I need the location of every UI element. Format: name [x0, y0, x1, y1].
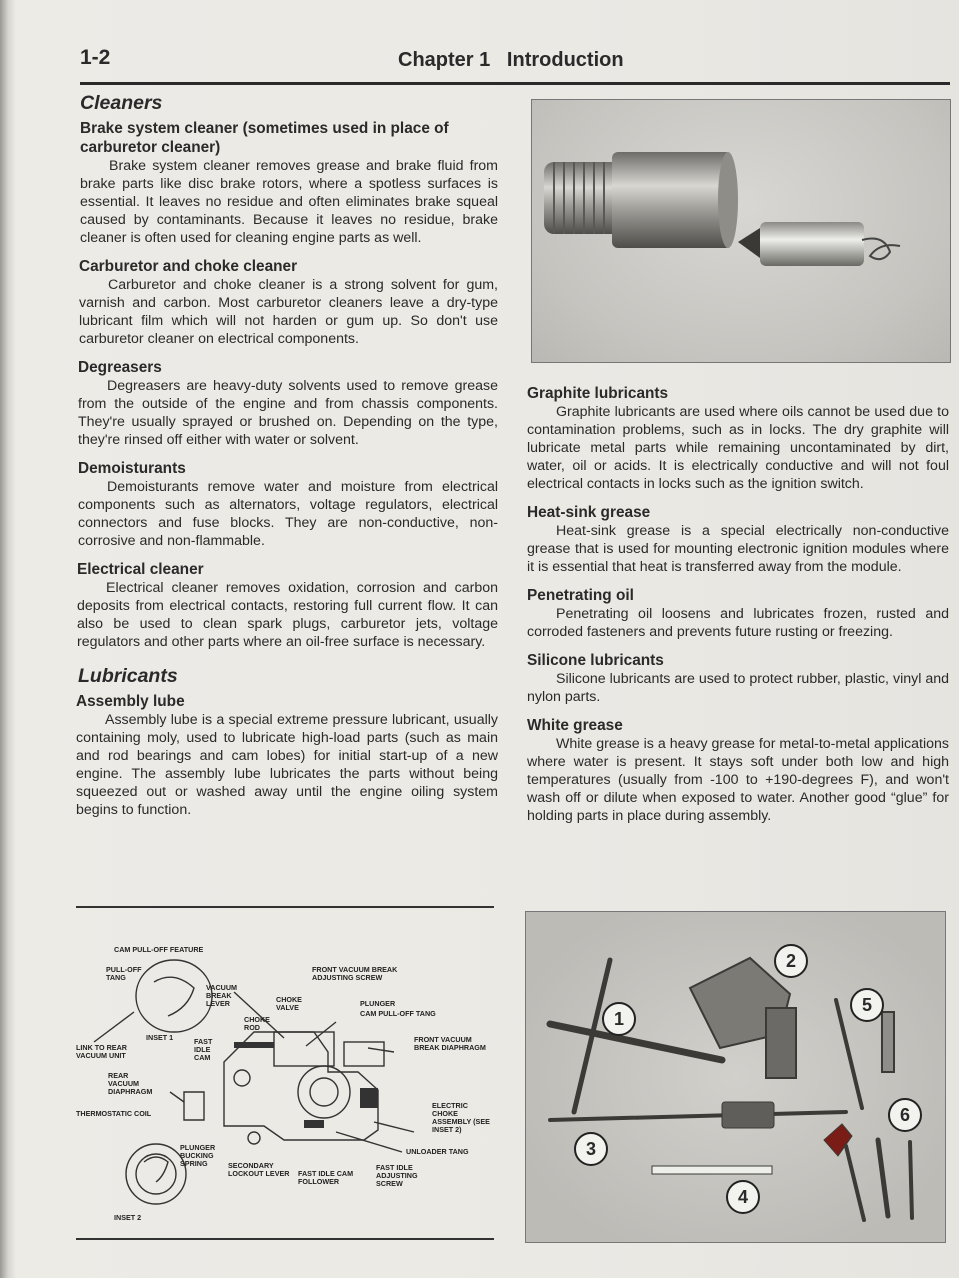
- lubricant-item: [527, 651, 949, 706]
- diagram-label: FAST IDLE ADJUSTING SCREW: [376, 1163, 418, 1188]
- callout-number: 1: [613, 1009, 624, 1029]
- lubricant-heading: Graphite lubricants: [527, 385, 669, 402]
- lubricant-heading: Silicone lubricants: [527, 652, 664, 669]
- cleaner-heading: Carburetor and choke cleaner: [79, 258, 298, 275]
- tools-photo: [525, 911, 946, 1243]
- diagram-label: FAST IDLE CAM FOLLOWER: [298, 1169, 354, 1186]
- diagram-bottom-rule: [76, 1238, 494, 1240]
- lubricant-item: [527, 384, 949, 493]
- cleaner-item: [79, 257, 498, 348]
- diagram-label: ELECTRIC CHOKE ASSEMBLY (SEE INSET 2): [432, 1101, 490, 1134]
- cleaner-heading: Electrical cleaner: [77, 561, 204, 578]
- callout-badge: [574, 1132, 608, 1166]
- diagram-label: CAM PULL-OFF TANG: [360, 1009, 436, 1018]
- lubricant-item: [76, 692, 498, 819]
- lubricant-body: Silicone lubricants are used to protect rubber, plastic, vinyl and nylon parts.: [527, 671, 949, 705]
- callout-number: 2: [785, 951, 796, 971]
- cleaners-title: Cleaners: [80, 92, 163, 114]
- cleaner-body: Electrical cleaner removes oxidation, corrosion and carbon deposits from electrical contacts, restoring full current flow. It can also be used to clean spark plugs, carburetor jets, voltage regulators and other parts where an oil-free surface is necessary.: [77, 580, 498, 650]
- diagram-label: REAR VACUUM DIAPHRAGM: [108, 1071, 153, 1096]
- diagram-label: CHOKE ROD: [244, 1015, 270, 1032]
- lubricant-body: Heat-sink grease is a special electrically non-conductive grease that is used for mounting electronic ignition modules where it is essential that heat is transferred away from the module.: [527, 523, 949, 575]
- page-number: 1-2: [80, 46, 111, 69]
- lubricant-body: Graphite lubricants are used where oils cannot be used due to contamination problems, such as in locks. The dry graphite will lubricate metal parts while remaining uncontaminated by dirt, water, oil or acids. It is electrically conductive and will not foul electrical contacts in locks such as the ignition switch.: [527, 404, 949, 492]
- callout-badge: [774, 944, 808, 978]
- callout-badge: [888, 1098, 922, 1132]
- diagram-label: THERMOSTATIC COIL: [76, 1109, 152, 1118]
- right-column: [527, 384, 949, 835]
- lubricant-item: [527, 586, 949, 641]
- diagram-label: LINK TO REAR VACUUM UNIT: [76, 1043, 127, 1060]
- cleaner-item: [80, 119, 498, 247]
- lubricant-item: [527, 503, 949, 576]
- carburetor-parts-photo: [531, 99, 951, 363]
- page-header: [80, 46, 950, 85]
- left-column: [76, 92, 498, 829]
- diagram-label: SECONDARY LOCKOUT LEVER: [228, 1161, 290, 1178]
- callout-number: 3: [585, 1139, 596, 1159]
- diagram-label: CAM PULL-OFF FEATURE: [114, 945, 204, 954]
- cleaner-heading: Demoisturants: [78, 460, 186, 477]
- callout-badge: [602, 1002, 636, 1036]
- cleaner-item: [77, 560, 498, 651]
- cleaner-body: Brake system cleaner removes grease and brake fluid from brake parts like disc brake rotors, where a spotless surfaces is essential. It leaves no residue and often eliminates brake squeal caused by contaminants. Because it leaves no residue, brake cleaner is often used for cleaning engine parts as well.: [80, 158, 498, 246]
- diagram-label: PLUNGER: [360, 999, 396, 1008]
- cleaner-heading: Degreasers: [78, 359, 162, 376]
- cleaner-item: [78, 459, 498, 550]
- diagram-label: FAST IDLE CAM: [194, 1037, 213, 1062]
- callout-number: 4: [737, 1187, 748, 1207]
- diagram-label: PLUNGER BUCKING SPRING: [180, 1143, 216, 1168]
- lubricant-heading: Assembly lube: [76, 693, 185, 710]
- carburetor-parts-illustration: [532, 100, 950, 362]
- lubricant-item: [527, 716, 949, 825]
- cleaner-body: Degreasers are heavy-duty solvents used to remove grease from the outside of the engine and from chassis components. They're usually sprayed or brushed on. Depending on the type, they're rinsed off either with water or solvent.: [78, 378, 498, 448]
- cleaner-body: Carburetor and choke cleaner is a strong solvent for gum, varnish and carbon. Most carburetor cleaners leave a dry-type lubricant film which will not harden or gum up. So don't use carburetor cleaner on electrical components.: [79, 277, 498, 347]
- callout-number: 6: [899, 1105, 910, 1125]
- diagram-label: FRONT VACUUM BREAK DIAPHRAGM: [414, 1035, 486, 1052]
- lubricant-body: Penetrating oil loosens and lubricates frozen, rusted and corroded fasteners and prevents future rusting or freezing.: [527, 606, 949, 640]
- diagram-label: INSET 2: [114, 1213, 142, 1222]
- cleaner-heading: Brake system cleaner (sometimes used in place of carburetor cleaner): [80, 120, 449, 156]
- cleaner-body: Demoisturants remove water and moisture from electrical components such as alternators, voltage regulators, electrical connectors and fuse blocks. They are non-conductive, non-corrosive and non-flammable.: [78, 479, 498, 549]
- diagram-label: CHOKE VALVE: [276, 995, 302, 1012]
- lubricant-heading: White grease: [527, 717, 623, 734]
- lubricant-heading: Heat-sink grease: [527, 504, 651, 521]
- diagram-label: FRONT VACUUM BREAK ADJUSTING SCREW: [312, 965, 398, 982]
- callout-number: 5: [861, 995, 872, 1015]
- lubricants-title: Lubricants: [78, 665, 178, 687]
- chapter-title: Chapter 1 Introduction: [398, 49, 624, 71]
- diagram-label: PULL-OFF TANG: [106, 965, 142, 982]
- lubricant-body: White grease is a heavy grease for metal-to-metal applications where water is present. It stays soft under both low and high temperatures (usually from -100 to +190-degrees F), and won't wash off or dilute when exposed to water. Another good “glue” for holding parts in place during assembly.: [527, 736, 949, 824]
- diagram-top-rule: [76, 906, 494, 908]
- choke-system-diagram: [74, 942, 494, 1230]
- lubricant-heading: Penetrating oil: [527, 587, 634, 604]
- diagram-label: INSET 1: [146, 1033, 174, 1042]
- callout-badge: [850, 988, 884, 1022]
- callout-badge: [726, 1180, 760, 1214]
- cleaner-item: [78, 358, 498, 449]
- lubricant-body: Assembly lube is a special extreme pressure lubricant, usually containing moly, used to lubricate high-load parts (such as main and rod bearings and cam lobes) for initial start-up of a new engine. The assembly lube lubricates the parts without being squeezed out or washed away until the engine oiling system begins to function.: [76, 712, 498, 818]
- diagram-label: UNLOADER TANG: [406, 1147, 469, 1156]
- diagram-label: VACUUM BREAK LEVER: [206, 983, 238, 1008]
